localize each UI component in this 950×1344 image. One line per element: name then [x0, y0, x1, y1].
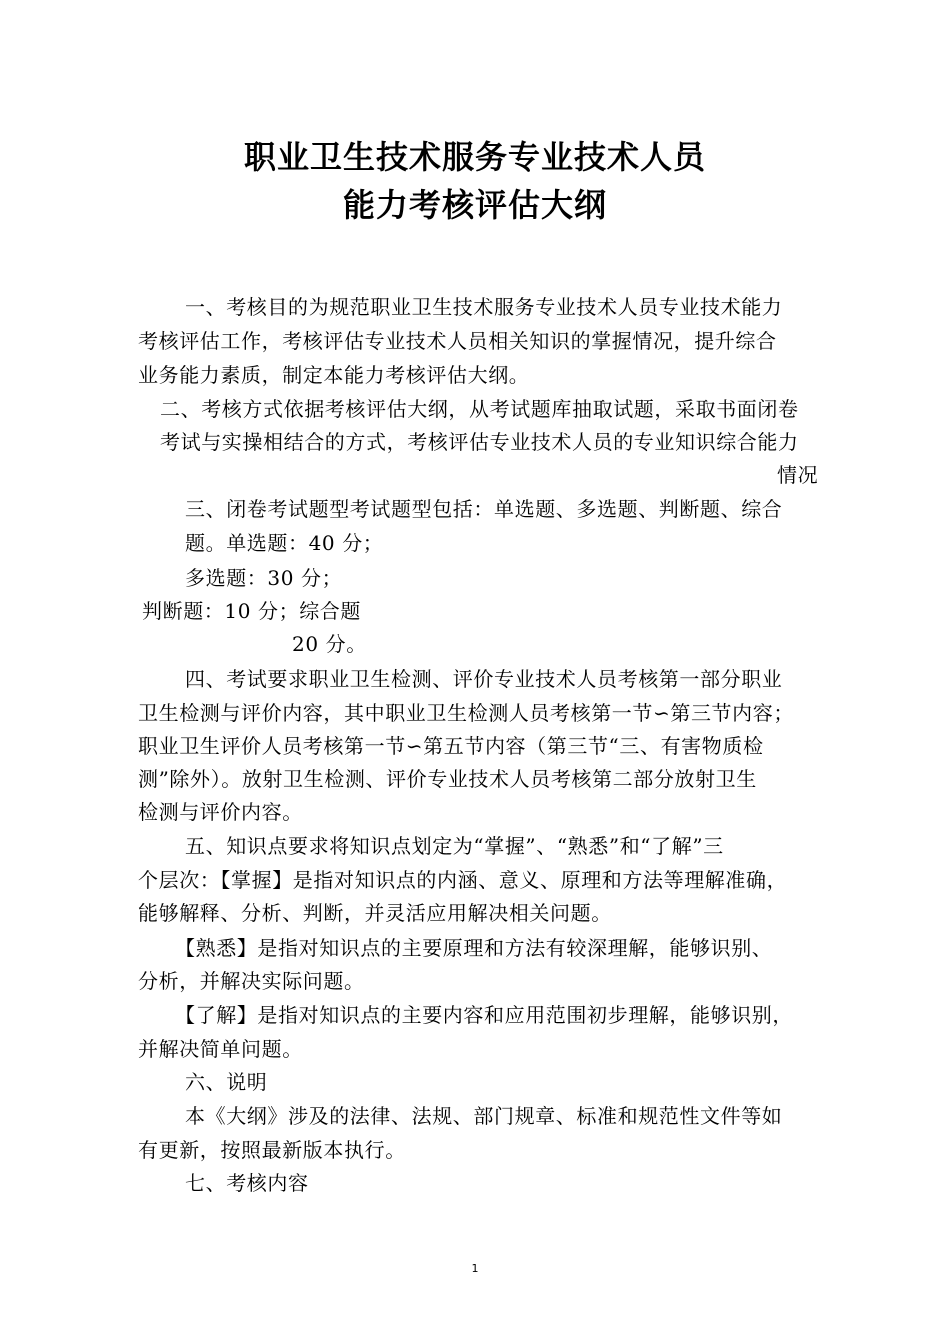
document-title-line-1: 职业卫生技术服务专业技术人员 — [243, 138, 706, 176]
paragraph-line: 分析，并解决实际问题。 — [138, 969, 365, 993]
paragraph-line: 考试与实操相结合的方式，考核评估专业技术人员的专业知识综合能力 — [160, 430, 799, 454]
paragraph-line: 业务能力素质，制定本能力考核评估大纲。 — [138, 363, 530, 387]
paragraph-line: 判断题：10 分；综合题 — [142, 599, 362, 623]
paragraph-line: 三、闭卷考试题型考试题型包括：单选题、多选题、判断题、综合 — [185, 497, 783, 521]
paragraph-line: 二、考核方式依据考核评估大纲，从考试题库抽取试题，采取书面闭卷 — [160, 397, 799, 421]
paragraph-line: 20 分。 — [292, 632, 367, 656]
paragraph-line: 多选题：30 分； — [185, 566, 343, 590]
paragraph-line: 【熟悉】是指对知识点的主要原理和方法有较深理解，能够识别、 — [175, 936, 773, 960]
paragraph-line: 并解决简单问题。 — [138, 1037, 303, 1061]
paragraph-line: 一、考核目的为规范职业卫生技术服务专业技术人员专业技术能力 — [185, 295, 783, 319]
section-heading: 七、考核内容 — [185, 1171, 309, 1195]
paragraph-line: 【了解】是指对知识点的主要内容和应用范围初步理解，能够识别， — [175, 1003, 793, 1027]
document-title-line-2: 能力考核评估大纲 — [342, 186, 607, 224]
paragraph-line: 个层次：【掌握】是指对知识点的内涵、意义、原理和方法等理解准确， — [138, 868, 788, 892]
paragraph-line: 测”除外）。放射卫生检测、评价专业技术人员考核第二部分放射卫生 — [138, 767, 757, 791]
section-heading: 六、说明 — [185, 1070, 268, 1094]
paragraph-line: 卫生检测与评价内容，其中职业卫生检测人员考核第一节∽第三节内容； — [138, 701, 794, 725]
paragraph-line: 题。单选题：40 分； — [185, 531, 384, 555]
paragraph-line: 有更新，按照最新版本执行。 — [138, 1138, 406, 1162]
paragraph-line: 四、考试要求职业卫生检测、评价专业技术人员考核第一部分职业 — [185, 667, 783, 691]
paragraph-line: 考核评估工作，考核评估专业技术人员相关知识的掌握情况，提升综合 — [138, 329, 777, 353]
paragraph-line: 检测与评价内容。 — [138, 800, 303, 824]
paragraph-line: 能够解释、分析、判断，并灵活应用解决相关问题。 — [138, 901, 612, 925]
paragraph-line: 职业卫生评价人员考核第一节∽第五节内容（第三节“三、有害物质检 — [138, 734, 764, 758]
paragraph-line: 本《大纲》涉及的法律、法规、部门规章、标准和规范性文件等如 — [185, 1104, 783, 1128]
page-number: 1 — [471, 1262, 479, 1275]
paragraph-line: 五、知识点要求将知识点划定为“掌握”、“熟悉”和“了解”三 — [185, 834, 724, 858]
paragraph-line: 情况 — [777, 463, 819, 487]
